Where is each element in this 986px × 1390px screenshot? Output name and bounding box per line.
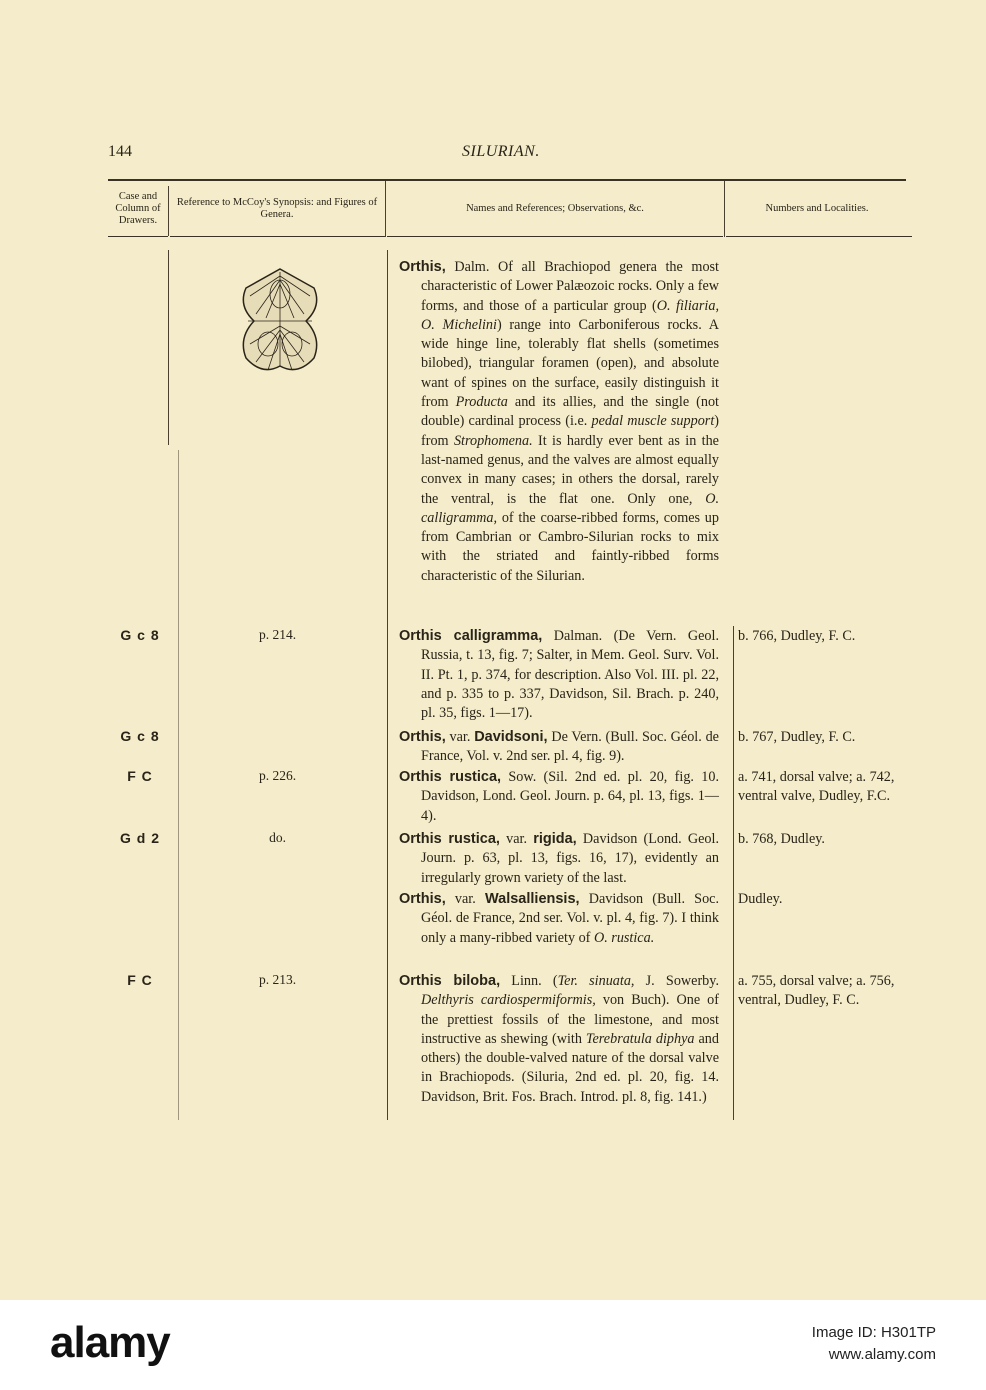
taxon-name: rigida, (533, 831, 577, 847)
species-entry (399, 768, 719, 826)
entry-text: Davidson (Lond. Geol. Journ. p. 63, pl. 13, figs. 16, 17), evidently an irregularly grown variety of the last. (421, 831, 719, 886)
entry-text: De Vern. (Bull. Soc. Géol. de France, Vol. v. 2nd ser. pl. 4, fig. 9). (421, 729, 719, 765)
italic-text: Strophomena. (453, 432, 533, 449)
italic-text: pedal muscle support (591, 413, 715, 430)
column-divider (385, 181, 386, 237)
taxon-name: Orthis, (399, 729, 446, 745)
alamy-logo: alamy (50, 1318, 170, 1367)
header-bottom-rule (108, 236, 168, 237)
taxon-name: Davidsoni, (474, 729, 548, 745)
column-divider (178, 450, 179, 1120)
taxon-name: Orthis calligramma, (399, 628, 543, 644)
case-drawer-code: G c 8 (120, 728, 160, 744)
numbers-localities: a. 741, dorsal valve; a. 742, ventral valve, Dudley, F.C. (738, 769, 895, 805)
column-divider (724, 181, 725, 237)
case-drawer-code: F C (127, 972, 153, 988)
image-id-block (812, 1322, 936, 1366)
entry-text: var. (445, 729, 475, 745)
species-entry (399, 830, 719, 888)
entry-text: Linn. ( (500, 973, 558, 989)
case-drawer-code: G c 8 (120, 627, 160, 643)
entry-text: Davidson (Bull. Soc. Géol. de France, 2nd ser. Vol. v. pl. 4, fig. 7). I think only a many-ribbed variety of (421, 891, 720, 946)
italic-text: O. rustica. (593, 929, 655, 946)
italic-text: Producta (455, 394, 508, 411)
italic-text: Terebratula diphya (585, 1030, 695, 1047)
image-id: Image ID: H301TP (811, 1324, 936, 1341)
mccoy-reference: p. 213. (258, 972, 297, 987)
header-top-rule (108, 179, 906, 181)
page-number: 144 (108, 143, 132, 160)
mccoy-reference: p. 214. (258, 627, 297, 642)
species-entry (399, 972, 719, 1107)
entry-text: var. (445, 891, 485, 907)
case-drawer-code: G d 2 (119, 830, 160, 846)
header-bottom-rule (387, 236, 723, 237)
case-drawer-code: F C (127, 768, 153, 784)
column-header-case: Case and Column of Drawers. (115, 191, 161, 226)
entry-text: ) from (421, 413, 719, 449)
italic-text: Ter. sinuata, (557, 973, 635, 989)
species-entry (399, 890, 719, 948)
column-header-reference: Reference to McCoy's Synopsis: and Figures of Genera. (176, 197, 378, 220)
entry-text: ) range into Carboniferous rocks. A wide hinge line, tolerably flat shells (sometimes bilobed), triangular foramen (open), and absolute want of spines on the surface, easily distinguish it from (421, 316, 719, 411)
entry-text: of the coarse-ribbed forms, comes up from Cambrian or Cambro-Silurian rocks to mix with the striated and faintly-ribbed forms characteristic of the Silurian. (421, 509, 719, 584)
header-bottom-rule (170, 236, 385, 237)
entry-text: J. Sowerby. (634, 973, 719, 989)
taxon-name: Orthis, (399, 891, 446, 907)
numbers-localities: a. 755, dorsal valve; a. 756, ventral, Dudley, F. C. (738, 973, 895, 1009)
entry-text: It is hardly ever bent as in the last-named genus, and the valves are almost equally convex in many cases; in others the dorsal, rarely the ventral, is the flat one. Only one, (421, 432, 719, 507)
running-head: SILURIAN. (462, 143, 540, 160)
mccoy-reference: do. (269, 830, 286, 845)
italic-text: Delthyris cardiospermiformis, (421, 992, 596, 1009)
header-bottom-rule (726, 236, 912, 237)
numbers-localities: b. 768, Dudley. (738, 831, 825, 847)
taxon-name: Orthis biloba, (399, 973, 501, 989)
taxon-name: Orthis rustica, (399, 831, 500, 847)
species-entry (399, 258, 719, 586)
numbers-localities: b. 767, Dudley, F. C. (738, 729, 856, 745)
numbers-localities: Dudley. (738, 891, 783, 907)
entry-text: Dalman. (De Vern. Geol. Russia, t. 13, fig. 7; Salter, in Mem. Geol. Surv. Vol. II. Pt. 1, p. 374, for description. Also Vol. III. pl. 22, and p. 335 to p. 337, Davidson, Sil. Brach. p. 240, pl. 35, figs. 1—17). (421, 628, 719, 722)
entry-text: Dalm. Of all Brachiopod genera the most characteristic of Lower Palæozoic rocks. Only a few forms, and those of a particular group ( (421, 259, 719, 314)
mccoy-reference: p. 226. (258, 768, 297, 783)
column-divider (168, 250, 169, 445)
column-divider (168, 186, 169, 236)
entry-text: var. (499, 831, 534, 847)
column-header-names: Names and References; Observations, &c. (466, 203, 644, 214)
entry-text: and its allies, and the single (not double) cardinal process (i.e. (421, 394, 719, 430)
site-url: www.alamy.com (828, 1346, 936, 1363)
species-entry (399, 728, 719, 767)
species-entry (399, 627, 719, 723)
taxon-name: Orthis rustica, (399, 769, 502, 785)
entry-text: Sow. (Sil. 2nd ed. pl. 20, fig. 10. Davidson, Lond. Geol. Journ. p. 64, pl. 13, figs. 1—4). (421, 769, 719, 824)
italic-text: O. calligramma, (421, 490, 719, 526)
numbers-localities: b. 766, Dudley, F. C. (738, 628, 856, 644)
taxon-name: Walsalliensis, (484, 891, 580, 907)
column-header-localities: Numbers and Localities. (765, 203, 869, 214)
entry-text: von Buch). One of the prettiest fossils of the limestone, and most instructive as shewing (with (421, 992, 719, 1047)
entry-text: and others) the double-valved nature of the dorsal valve in Brachiopods. (Siluria, 2nd ed. pl. 20, fig. 14. Davidson, Brit. Fos. Brach. Introd. pl. 8, fig. 141.) (421, 1030, 719, 1105)
column-divider (733, 626, 734, 1120)
column-divider (387, 250, 388, 1120)
taxon-name: Orthis, (399, 259, 446, 275)
orthis-fossil-figure (236, 266, 324, 380)
italic-text: O. filiaria, O. Michelini (421, 297, 719, 333)
